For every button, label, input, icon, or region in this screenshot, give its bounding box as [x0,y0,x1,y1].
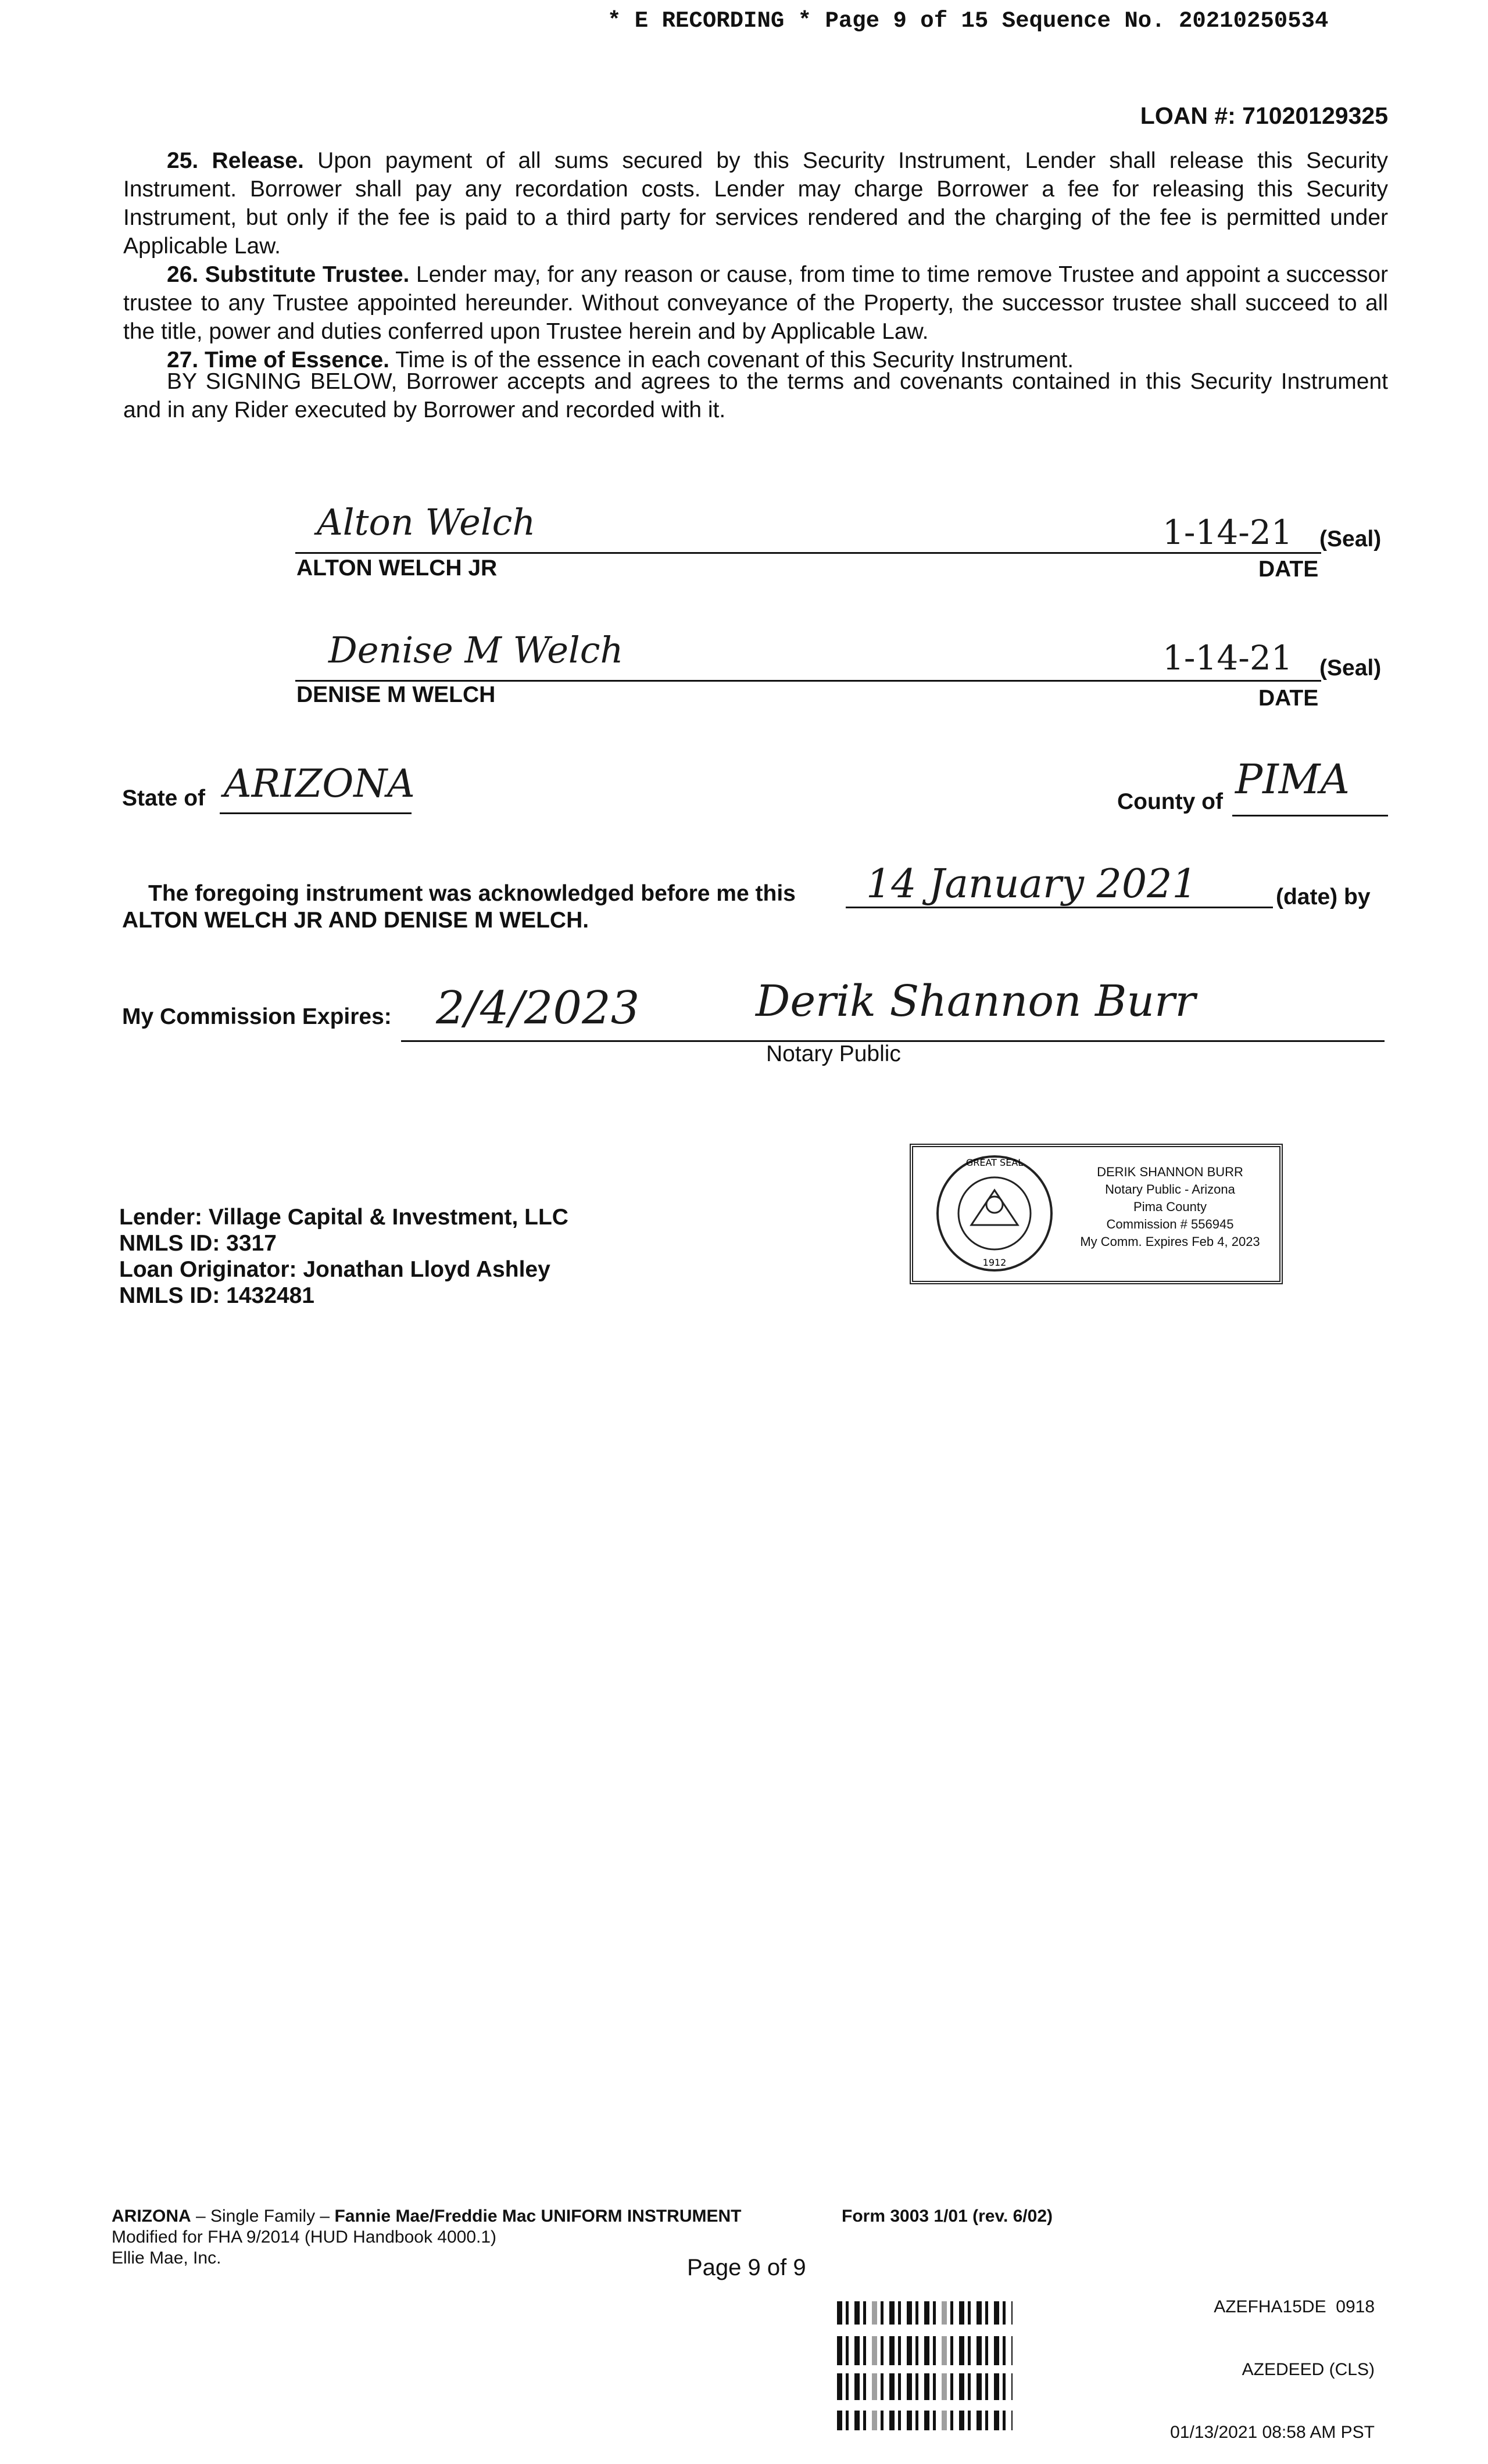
notary-public-label: Notary Public [766,1041,901,1066]
notary-signature: Derik Shannon Burr [756,976,1196,1026]
footer-form: Form 3003 1/01 (rev. 6/02) [842,2207,1053,2226]
section-heading: 25. Release. [167,148,304,173]
date-label-2: DATE [1258,686,1319,711]
footer-line-3: Ellie Mae, Inc. [112,2248,221,2268]
originator-nmls: NMLS ID: 1432481 [119,1283,314,1308]
stamp-line: Pima County [1133,1199,1207,1214]
commission-value: 2/4/2023 [436,982,640,1034]
lender-line: Lender: Village Capital & Investment, LLC [119,1205,568,1230]
signer-name-2: DENISE M WELCH [296,682,496,707]
sections-block [123,146,1388,374]
state-line [220,812,412,814]
section-26 [123,260,1388,346]
date-label-1: DATE [1258,557,1319,582]
county-value: PIMA [1235,755,1350,803]
footer-left [112,2206,742,2269]
signature-date-1: 1-14-21 [1162,513,1293,552]
section-heading: 26. Substitute Trustee. [167,262,410,287]
originator-line: Loan Originator: Jonathan Lloyd Ashley [119,1257,550,1282]
commission-label: My Commission Expires: [122,1004,392,1029]
lender-block [119,1204,568,1309]
svg-text:GREAT SEAL: GREAT SEAL [965,1157,1024,1168]
footer-codes [1170,2255,1375,2464]
signer-name-1: ALTON WELCH JR [296,556,498,581]
signature-alton: Alton Welch [317,501,536,543]
county-line [1232,815,1388,816]
ack-date-line [846,907,1273,908]
signature-line-1 [295,552,1321,554]
footer-code-3: 01/13/2021 08:58 AM PST [1170,2423,1375,2442]
section-heading: 27. Time of Essence. [167,348,389,373]
loan-number: LOAN #: 71020129325 [1140,102,1388,129]
notary-stamp [910,1144,1283,1284]
seal-label-1: (Seal) [1319,527,1382,551]
section-25 [123,146,1388,260]
signing-statement: BY SIGNING BELOW, Borrower accepts and agrees to the terms and covenants contained in this Security Instrument and in any Rider executed by Borrower and recorded with it. [123,369,1388,422]
footer-mid: – Single Family – [191,2207,335,2226]
lender-nmls: NMLS ID: 3317 [119,1231,277,1256]
stamp-line: DERIK SHANNON BURR [1097,1165,1243,1179]
signature-date-2: 1-14-21 [1162,638,1293,678]
footer-code-1: AZEFHA15DE 0918 [1214,2297,1375,2316]
county-label: County of [1117,789,1223,814]
stamp-text [1071,1163,1269,1251]
signature-denise: Denise M Welch [328,629,624,671]
state-value: ARIZONA [224,761,415,806]
signature-line-2 [295,680,1321,682]
svg-text:1912: 1912 [982,1257,1007,1268]
footer-code-2: AZEDEED (CLS) [1242,2360,1375,2379]
footer-instrument: Fannie Mae/Freddie Mac UNIFORM INSTRUMENT [334,2207,742,2226]
footer-state: ARIZONA [112,2207,191,2226]
section-body: Upon payment of all sums secured by this Security Instrument, Lender shall release this Security Instrument. Borrower shall pay any recordation costs. Lender may charge Borrower a fee for releasing this Security Instrument, but only if the fee is paid to a third party for services rendered and the charging of the fee is permitted under Applicable Law. [123,148,1388,259]
stamp-line: Notary Public - Arizona [1105,1182,1235,1197]
seal-label-2: (Seal) [1319,656,1382,681]
ack-text: The foregoing instrument was acknowledged before me this [148,881,796,906]
stamp-line: Commission # 556945 [1106,1217,1234,1231]
ack-names: ALTON WELCH JR AND DENISE M WELCH. [122,908,589,933]
page-number: Page 9 of 9 [687,2255,806,2280]
recording-header: * E RECORDING * Page 9 of 15 Sequence No. 20210250534 [607,8,1329,34]
state-label: State of [122,786,206,811]
section-body: Lender may, for any reason or cause, from time to time remove Trustee and appoint a successor trustee to any Trustee appointed hereunder. Without conveyance of the Property, the successor trustee shall succeed to all the title, power and duties conferred upon Trustee herein and by Applicable Law. [123,262,1388,344]
ack-suffix: (date) by [1276,884,1371,909]
footer-line-1 [112,2206,742,2227]
stamp-line: My Comm. Expires Feb 4, 2023 [1080,1234,1260,1249]
footer-line-2: Modified for FHA 9/2014 (HUD Handbook 4000.1) [112,2227,497,2247]
state-seal-icon [925,1149,1070,1277]
signing-statement-block [123,367,1388,424]
ack-date: 14 January 2021 [866,861,1197,907]
barcode-icon [837,2301,1013,2430]
section-body: Time is of the essence in each covenant of this Security Instrument. [395,348,1074,373]
